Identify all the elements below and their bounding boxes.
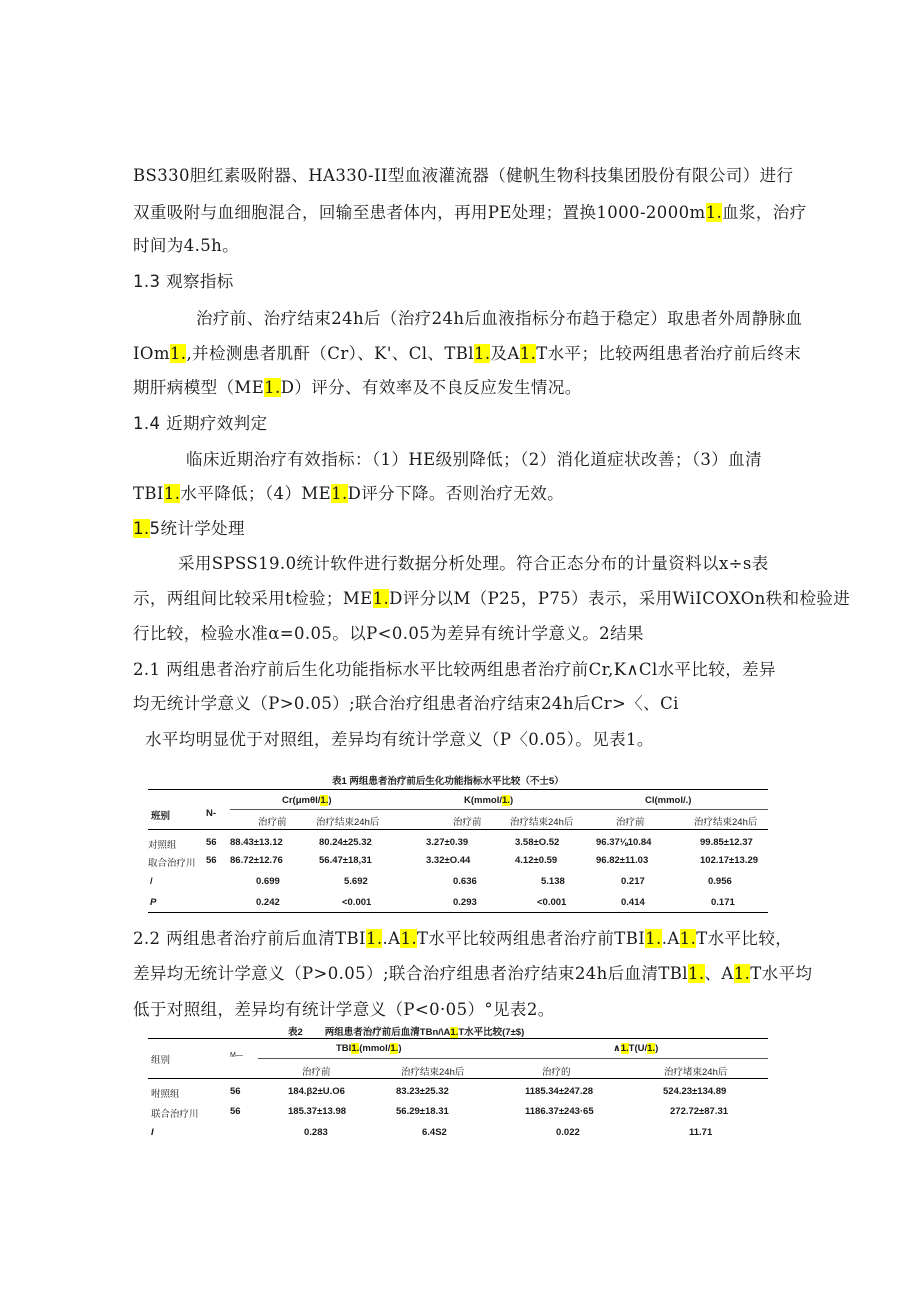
- table1-cell: 80.24±25.32: [319, 837, 372, 848]
- body-text-line: 期肝病模型（ME1.D）评分、有效率及不良反应发生情况。: [133, 378, 582, 397]
- table1-sub-header: 治疗前: [453, 817, 482, 828]
- table2-row-label: I: [151, 1127, 154, 1138]
- table1-title: 表1 两组患者治疗前后生化功能指标水平比较（不士5）: [332, 776, 564, 787]
- body-text-line: 水平均明显优于对照组，差异均有统计学意义（P〈0.05）。见表1。: [145, 730, 654, 749]
- body-text-line: 均无统计学意义（P>0.05）;联合治疗组患者治疗结束24h后Cr>〈、Ci: [133, 694, 679, 713]
- section-heading-1-3: 1.3 观察指标: [133, 272, 234, 291]
- table1-sub-header: 治疗前: [616, 817, 645, 828]
- table1-cell: <0.001: [537, 897, 567, 908]
- table1-cell: 86.72±12.76: [230, 855, 283, 866]
- table1-row-label: /: [150, 876, 153, 887]
- table1-header-group: 班别: [151, 811, 171, 822]
- table1-cell: 0.293: [453, 897, 477, 908]
- body-text-line: IOm1.,并检测患者肌酐（Cr）、K'、Cl、TBl1.及A1.T水平；比较两组患者治疗前后终末: [133, 344, 802, 363]
- table1-cell: 96.82±11.03: [596, 855, 649, 866]
- body-text-line: 低于对照组，差异均有统计学意义（P<0·05）°见表2。: [133, 1000, 555, 1019]
- table2-cell: 11.71: [689, 1127, 713, 1138]
- table2-cell: 1186.37±243·65: [525, 1106, 594, 1117]
- table1-header-rule: [148, 829, 768, 830]
- body-text-line: 差异均无统计学意义（P>0.05）;联合治疗组患者治疗结束24h后血清TBl1.、A1.T水平均: [133, 964, 813, 983]
- table1-cell: 4.12±0.59: [515, 855, 558, 866]
- table1-sub-header: 治疗结束24h后: [694, 817, 758, 828]
- table1-row-label: 取合治疗川: [148, 858, 196, 869]
- body-text-line: 2.1 两组患者治疗前后生化功能指标水平比较两组患者治疗前Cr,K∧Cl水平比较，差异: [133, 660, 776, 679]
- body-text-line: 双重吸附与血细胞混合，回输至患者体内，再用PE处理；置换1000-2000m1.血浆，治疗: [133, 203, 807, 222]
- body-text-line: 2.2 两组患者治疗前后血清TBI1..A1.T水平比较两组患者治疗前TBI1..A1.T水平比较，: [133, 929, 793, 948]
- table2-sub-header: 治疗结束24h后: [401, 1067, 465, 1078]
- table1-cell: 102.17±13.29: [700, 855, 759, 866]
- table1-cell: 0.636: [453, 876, 477, 887]
- table1-mid-rule: [230, 809, 768, 810]
- table2-cell: 56.29±18.31: [396, 1106, 449, 1117]
- table1-cell: 3.58±O.52: [515, 837, 560, 848]
- body-text-line: BS330胆红素吸附器、HA330-II型血液灌流器（健帆生物科技集团股份有限公司）进行: [133, 166, 794, 185]
- table1-cell: 56.47±18,31: [319, 855, 372, 866]
- table1-sub-header: 治疗结束24h后: [316, 817, 380, 828]
- table1-cell: 88.43±13.12: [230, 837, 283, 848]
- table1-sub-header: 治疗结束24h后: [510, 817, 574, 828]
- table1-bottom-rule: [148, 912, 768, 913]
- body-text-line: 临床近期治疗有效指标：（1）HE级别降低；（2）消化道症状改善；（3）血清: [186, 450, 762, 469]
- table2-cell: 185.37±13.98: [288, 1106, 347, 1117]
- table1-cell: 0.171: [711, 897, 735, 908]
- table2-sub-header: 治疗堵束24h后: [664, 1067, 728, 1078]
- table1-cell: 0.217: [621, 876, 645, 887]
- highlight: 1.: [705, 203, 723, 222]
- table2-mid-rule: [258, 1058, 768, 1059]
- table2-header-group: 组别: [151, 1055, 171, 1066]
- table1-cell: 56: [206, 837, 217, 848]
- table2-cell: 6.4S2: [422, 1127, 447, 1138]
- table1-cell: 3.32±O.44: [426, 855, 471, 866]
- table1-header-k: K(mmol/1.): [464, 795, 514, 806]
- table2-row-label: 联合治疗川: [151, 1109, 199, 1120]
- table1-row-label: P: [150, 897, 157, 908]
- table1-cell: 0.242: [256, 897, 280, 908]
- table1-cell: 99.85±12.37: [700, 837, 753, 848]
- table1-cell: 0.956: [708, 876, 732, 887]
- table2-title: 表2 两组患者治疗前后血清TBn/\A1.T水平比较(7±$): [288, 1027, 525, 1038]
- table1-cell: 96.37⅛10.84: [596, 837, 652, 848]
- table1-cell: 5.692: [344, 876, 368, 887]
- table2-cell: 83.23±25.32: [396, 1086, 449, 1097]
- table2-cell: 56: [230, 1086, 241, 1097]
- table1-top-rule: [148, 789, 768, 790]
- table2-cell: 0.022: [556, 1127, 580, 1138]
- body-text-line: 行比较，检验水准α=0.05。以P<0.05为差异有统计学意义。2结果: [133, 624, 644, 643]
- table2-cell: 56: [230, 1106, 241, 1117]
- table2-cell: 0.283: [304, 1127, 328, 1138]
- table2-cell: 524.23±134.89: [663, 1086, 727, 1097]
- table1-cell: 56: [206, 855, 217, 866]
- table2-header-tbil: TBI1.(mmol/1.): [336, 1043, 402, 1054]
- table2-cell: 272.72±87.31: [670, 1106, 729, 1117]
- section-heading-1-4: 1.4 近期疗效判定: [133, 414, 268, 433]
- table2-top-rule: [148, 1038, 768, 1039]
- table2-cell: 1185.34±247.28: [525, 1086, 594, 1097]
- table1-cell: 3.27±0.39: [426, 837, 469, 848]
- table1-sub-header: 治疗前: [258, 817, 287, 828]
- body-text-line: 示，两组间比较采用t检验；ME1.D评分以M（P25，P75）表示，采用WiICOXOn秩和检验进: [133, 589, 851, 608]
- table1-cell: 0.414: [621, 897, 645, 908]
- body-text-line: TBI1.水平降低；（4）ME1.D评分下降。否则治疗无效。: [133, 484, 565, 503]
- section-heading-1-5: 1.5统计学处理: [133, 519, 245, 538]
- table2-row-label: 咐照组: [151, 1089, 180, 1100]
- table1-cell: <0.001: [342, 897, 372, 908]
- table2-header-n: M—: [230, 1052, 243, 1059]
- table1-header-cr: Cr(μmθl/1.): [282, 795, 332, 806]
- table1-cell: 0.699: [256, 876, 280, 887]
- table1-cell: 5.138: [541, 876, 565, 887]
- table1-row-label: 对照组: [148, 840, 177, 851]
- table2-cell: 184.β2±U.O6: [288, 1086, 345, 1097]
- table2-sub-header: 治疗的: [542, 1067, 571, 1078]
- body-text-line: 时间为4.5h。: [133, 236, 240, 255]
- table2-sub-header: 治疗前: [302, 1067, 331, 1078]
- body-text-line: 治疗前、治疗结束24h后（治疗24h后血液指标分布趋于稳定）取患者外周静脉血: [196, 309, 803, 328]
- table2-header-rule: [148, 1078, 768, 1079]
- table2-header-alt: ∧1.T(U/1.): [613, 1043, 659, 1054]
- table1-header-cl: Cl(mmol/.): [645, 795, 692, 806]
- body-text-line: 采用SPSS19.0统计软件进行数据分析处理。符合正态分布的计量资料以x÷s表: [178, 554, 769, 573]
- table1-header-n: N-: [206, 808, 217, 819]
